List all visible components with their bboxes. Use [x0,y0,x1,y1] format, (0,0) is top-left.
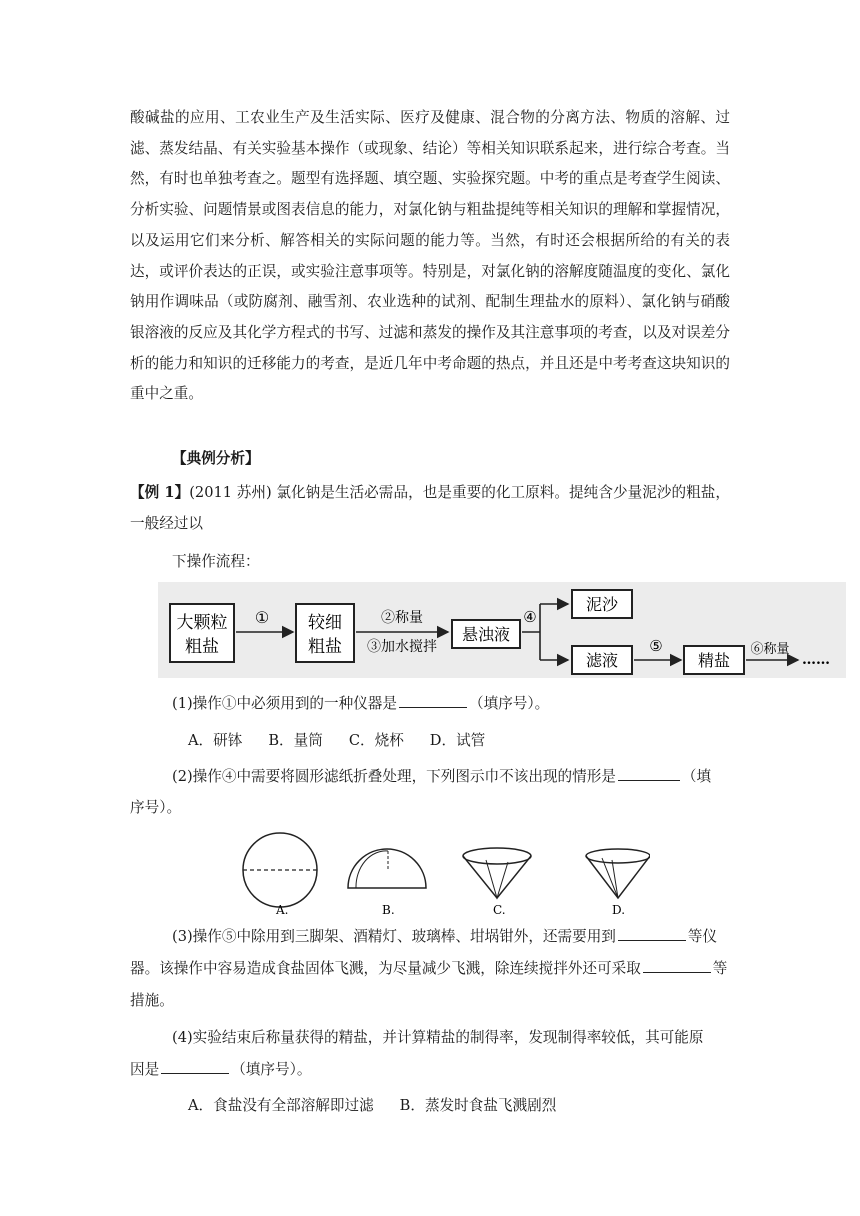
box-fine-salt-line2: 粗盐 [308,637,342,657]
q1-option-c: C．烧杯 [348,732,404,749]
q3-line2-after: 等 [712,960,728,977]
step4-label: ④ [523,608,537,626]
q2-answer-blank [618,766,680,781]
example-continuation: 下操作流程： [172,553,260,570]
intro-paragraph: 酸碱盐的应用、工农业生产及生活实际、医疗及健康、混合物的分离方法、物质的溶解、过滤、蒸发结晶、有关实验基本操作（或现象、结论）等相关知识联系起来，进行综合考查。当然，有时也单独考查之。题型有选择题、填空题、实验探究题。中考的重点是考查学生阅读、分析实验、问题情景或图表信息的能力，对氯化钠与粗盐提纯等相关知识的理解和掌握情况，以及运用它们来分析、解答相关的实际问题的能力等。当然，有时还会根据所给的有关的表达，或评价表达的正误，或实验注意事项等。特别是，对氯化钠的溶解度随温度的变化、氯化钠用作调味品（或防腐剂、融雪剂、农业选种的试剂、配制生理盐水的原料）、氯化钠与硝酸银溶液的反应及其化学方程式的书写、过滤和蒸发的操作及其注意事项的考查，以及对误差分析的能力和知识的迁移能力的考查，是近几年中考命题的热点，并且还是中考考查这块知识的重中之重。 [130,109,730,403]
q1-option-d: D．试管 [429,732,486,749]
q4-options [188,1095,582,1117]
figure-b-label: B. [382,903,395,917]
q1-stem-before: (1)操作①中必须用到的一种仪器是 [172,695,397,712]
flowchart-ellipsis: …… [802,652,830,668]
q3-line2 [130,958,727,980]
figure-b-semicircle [348,849,426,888]
figure-c-label: C. [493,903,506,917]
q1-option-a: A．研钵 [188,732,243,749]
figure-d-cone [586,849,650,898]
section-heading: 【典例分析】 [172,450,260,467]
q3-line1-after: 等仪 [687,928,718,945]
box-fine-salt-line1: 较细 [308,613,342,633]
figure-a-label: A. [276,903,289,917]
q1-option-b: B．量筒 [268,732,323,749]
q4-answer-blank [161,1059,229,1074]
q4-line2 [130,1059,311,1081]
step1-label: ① [254,608,270,627]
q3-line2-before: 器。该操作中容易造成食盐固体飞溅，为尽量减少飞溅，除连续搅拌外还可采取 [130,960,641,977]
q1-stem-after: （填序号）。 [469,695,550,712]
q4-option-a: A．食盐没有全部溶解即过滤 [188,1097,374,1114]
example-1-text [130,478,730,539]
step3-label: ③加水搅拌 [367,639,437,655]
box-filtrate-label: 滤液 [585,651,619,670]
figure-d-label: D. [612,903,626,917]
q4-line2-before: 因是 [130,1061,160,1078]
q1-stem [172,693,549,715]
q3-answer-blank-1 [618,926,686,941]
q4-option-b: B．蒸发时食盐飞溅剧烈 [399,1097,557,1114]
salt-purification-flowchart [158,582,846,678]
step6-label: ⑥称量 [750,642,790,657]
q4-line2-after: （填序号）。 [231,1061,312,1078]
q2-stem-before: (2)操作④中需要将圆形滤纸折叠处理，下列图示巾不该出现的情形是 [172,768,616,785]
box-suspension-label: 悬浊液 [461,625,511,644]
example-label: 【例 1】 [130,484,190,501]
q2-stem-line2: 序号）。 [130,799,182,816]
figure-c-cone [463,848,531,898]
q1-options [188,730,511,752]
q1-answer-blank [399,693,467,708]
box-coarse-salt-line1: 大颗粒 [176,613,228,633]
figure-a-circle [243,833,317,907]
step2-label: ②称量 [381,610,423,626]
q2-stem-after: （填 [681,768,712,785]
example-body: (2011 苏州) 氯化钠是生活必需品，也是重要的化工原料。提纯含少量泥沙的粗盐，一般经过以 [130,484,730,532]
step5-label: ⑤ [649,637,663,655]
q2-stem [172,766,711,788]
filter-paper-figures [236,826,650,918]
box-sediment-label: 泥沙 [585,595,619,614]
q4-line1: (4)实验结束后称量获得的精盐，并计算精盐的制得率，发现制得率较低，其可能原 [172,1029,704,1046]
box-refined-salt-label: 精盐 [697,651,731,670]
q3-line1 [172,926,717,948]
q3-answer-blank-2 [643,958,711,973]
box-coarse-salt-line2: 粗盐 [185,637,219,657]
q3-line3: 措施。 [130,992,174,1009]
q3-line1-before: (3)操作⑤中除用到三脚架、酒精灯、玻璃棒、坩埚钳外，还需要用到 [172,928,616,945]
